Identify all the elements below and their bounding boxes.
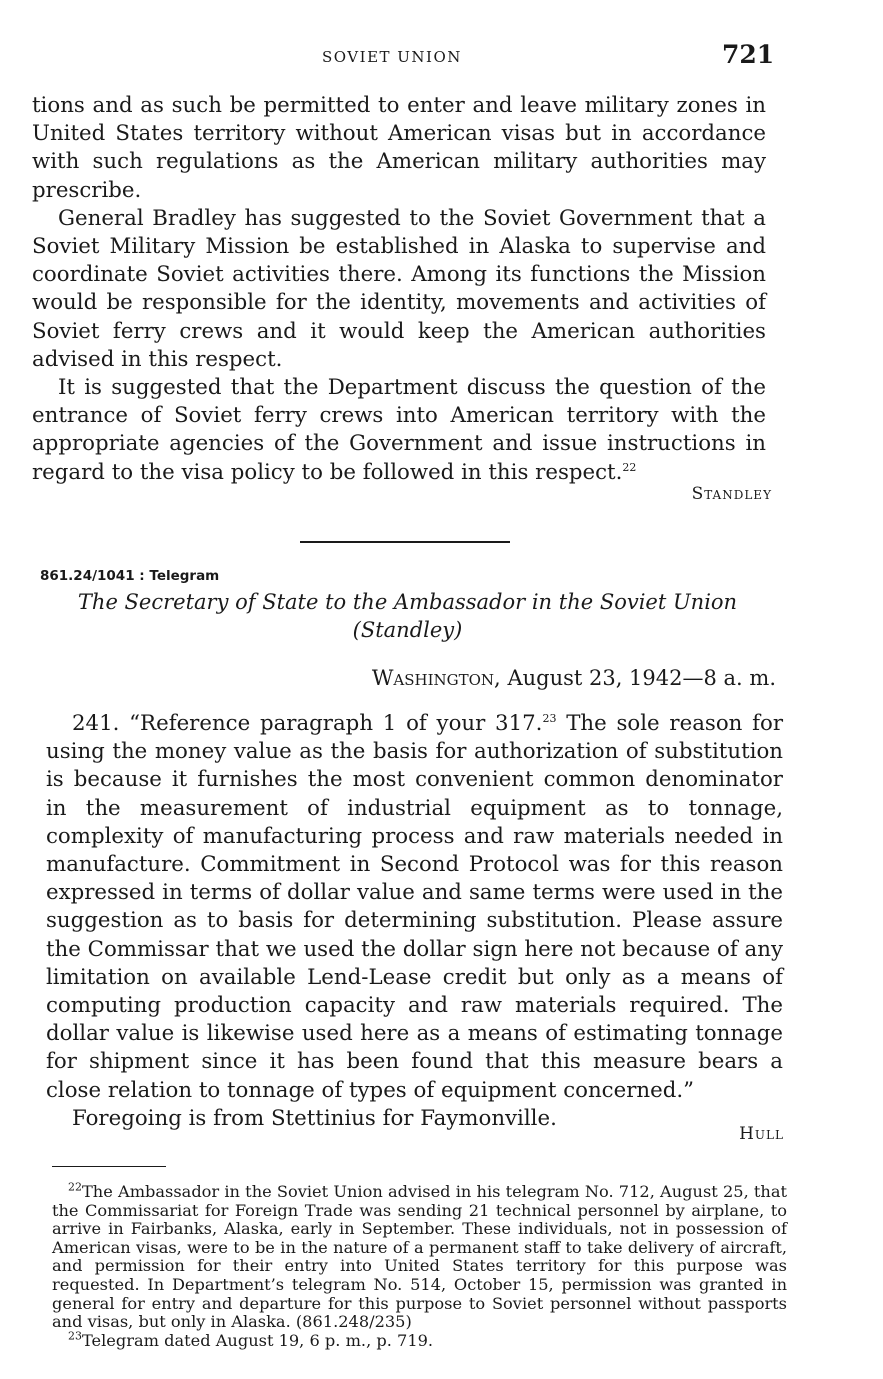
signature-hull: Hull (739, 1124, 784, 1144)
footnote-23-text: Telegram dated August 19, 6 p. m., p. 719. (82, 1330, 434, 1350)
running-head (0, 40, 883, 76)
footnote-mark-23: 23 (68, 1329, 82, 1343)
dateline (40, 666, 776, 690)
telegram-paragraph-1 (46, 710, 783, 1105)
footnote-mark-22: 22 (68, 1180, 82, 1194)
heading-line-2: (Standley) (352, 618, 463, 642)
section-divider (300, 541, 510, 543)
signature-standley: Standley (691, 484, 772, 504)
continuation-paragraph-3 (32, 374, 766, 487)
continuation-paragraph-1: tions and as such be permitted to enter and leave military zones in United States territory without American visas but in accordance with such regulations as the American military authorities may prescribe. (32, 93, 766, 203)
dateline-place: Washington, (371, 666, 501, 690)
page-number: 721 (722, 40, 775, 69)
document-heading (40, 588, 775, 644)
footnote-ref-23: 23 (542, 711, 557, 725)
telegram-text (46, 710, 783, 1133)
dateline-date: August 23, 1942—8 a. m. (507, 666, 776, 690)
footnote-ref-22: 22 (622, 460, 637, 474)
continuation-text (32, 92, 766, 487)
telegram-paragraph-2: Foregoing is from Stettinius for Faymonville. (72, 1105, 557, 1131)
continuation-paragraph-3-text: It is suggested that the Department discuss the question of the entrance of Soviet ferry crews into American territory with the appropriate agencies of the Government and issue instructions in regard to the visa policy to be followed in this respect. (32, 375, 766, 485)
footnote-22 (52, 1180, 787, 1332)
continuation-paragraph-2: General Bradley has suggested to the Soviet Government that a Soviet Military Mission be established in Alaska to supervise and coordinate Soviet activities there. Among its functions the Mission would be responsible for the identity, movements and activities of Soviet ferry crews and it would keep the American authorities advised in this respect. (32, 205, 766, 372)
footnote-22-text: The Ambassador in the Soviet Union advised in his telegram No. 712, August 25, that the Commissariat for Foreign Trade was sending 21 technical personnel by airplane, to arrive in Fairbanks, Alaska, early in September. These individuals, not in possession of American visas, were to be in the nature of a permanent staff to take delivery of aircraft, and permission for their entry into United States territory for this purpose was requested. In Department’s telegram No. 514, October 15, permission was granted in general for entry and departure for this purpose to Soviet personnel without passports and visas, but only in Alaska. (861.248/235) (52, 1182, 787, 1332)
running-head-title: SOVIET UNION (322, 48, 462, 66)
footnote-23 (52, 1329, 787, 1351)
heading-line-1: The Secretary of State to the Ambassador in the Soviet Union (77, 590, 738, 614)
footnotes (52, 1180, 787, 1350)
footnote-rule (52, 1166, 166, 1167)
telegram-paragraph-1-rest: The sole reason for using the money value as the basis for authorization of substitution is because it furnishes the most convenient common denominator in the measurement of industrial equipment as to tonnage, complexity of manufacturing process and raw materials needed in manufacture. Commitment in Second Protocol was for this reason expressed in terms of dollar value and same terms were used in the suggestion as to basis for determining substitution. Please assure the Commissar that we used the dollar sign here not because of any limitation on available Lend-Lease credit but only as a means of computing production capacity and raw materials required. The dollar value is likewise used here as a means of estimating tonnage for shipment since it has been found that this measure bears a close relation to tonnage of types of equipment concerned.” (46, 711, 783, 1103)
file-reference: 861.24/1041 : Telegram (40, 568, 220, 584)
telegram-paragraph-1-start: 241. “Reference paragraph 1 of your 317. (72, 711, 543, 736)
